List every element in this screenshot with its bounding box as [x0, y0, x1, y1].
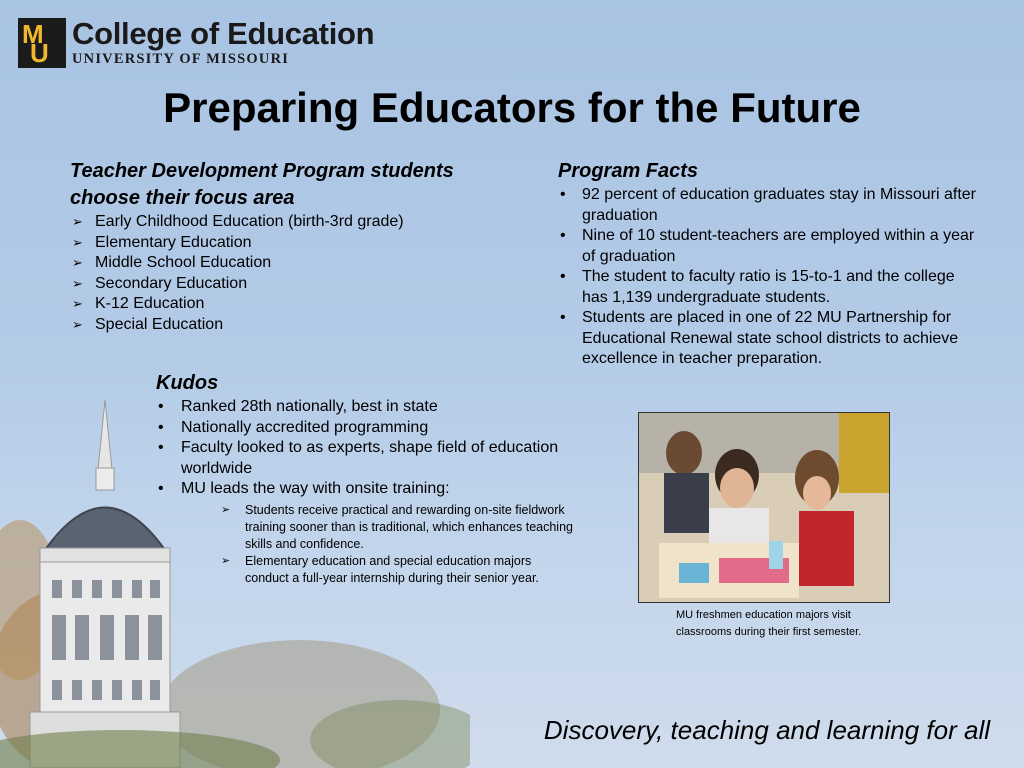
bullet-icon: • [560, 268, 566, 285]
list-item: • Students are placed in one of 22 MU Partnership for Educational Renewal state school districts to achieve excellence in teacher preparation. [560, 309, 959, 367]
logo-subtitle: UNIVERSITY OF MISSOURI [72, 51, 290, 67]
arrow-bullet-icon: ➢ [72, 214, 83, 229]
bullet-icon: • [158, 398, 164, 415]
list-item: • Ranked 28th nationally, best in state [156, 397, 576, 418]
bullet-icon: • [158, 480, 164, 497]
list-item: ➢ Special Education [70, 315, 520, 336]
list-item: • MU leads the way with onsite training: ➢ Students receive practical and rewarding on-site fieldwork training sooner than is traditional, which enhances teaching skills and confidence. ➢ Elementary education and special education majors conduct a full-year internship during their senior year. [156, 479, 576, 587]
logo-title: College of Education [72, 16, 375, 51]
list-item: • The student to faculty ratio is 15-to-1 and the college has 1,139 undergraduate students. [560, 268, 955, 306]
facts-heading: Program Facts [558, 160, 699, 182]
arrow-bullet-icon: ➢ [72, 275, 83, 291]
facts-list [558, 185, 978, 370]
slide-title: Preparing Educators for the Future [163, 84, 861, 131]
arrow-bullet-icon: ➢ [72, 316, 83, 332]
list-item: ➢ Middle School Education [70, 253, 520, 274]
list-item: • Nationally accredited programming [156, 418, 576, 439]
kudos-list [156, 397, 576, 587]
list-item: ➢ Secondary Education [70, 274, 520, 295]
bullet-icon: • [560, 186, 566, 203]
kudos-section [156, 370, 576, 587]
list-item: ➢ Elementary Education [70, 233, 520, 254]
list-item: • Faculty looked to as experts, shape field of education worldwide [158, 439, 559, 477]
list-item: ➢ Early Childhood Education (birth-3rd grade) [70, 212, 520, 233]
photo-caption: MU freshmen education majors visit classrooms during their first semester. [676, 609, 862, 638]
arrow-bullet-icon: ➢ [72, 234, 83, 250]
arrow-bullet-icon: ➢ [221, 554, 231, 567]
focus-area-section [70, 158, 520, 335]
focus-heading: Teacher Development Program students choose their focus area [70, 160, 454, 209]
classroom-photo [638, 412, 890, 603]
college-logo [18, 18, 374, 68]
focus-list [70, 212, 520, 335]
program-facts-section [558, 158, 978, 370]
tagline: Discovery, teaching and learning for all [543, 715, 990, 745]
bullet-icon: • [158, 418, 164, 436]
kudos-heading: Kudos [156, 372, 219, 394]
arrow-bullet-icon: ➢ [72, 255, 83, 270]
bullet-icon: • [560, 227, 566, 244]
list-item: ➢ Elementary education and special education majors conduct a full-year internship during their senior year. [221, 553, 539, 585]
kudos-sublist [181, 502, 576, 587]
list-item: ➢ K-12 Education [70, 294, 520, 315]
bullet-icon: • [158, 439, 164, 456]
arrow-bullet-icon: ➢ [221, 503, 231, 516]
list-item: • Nine of 10 student-teachers are employed within a year of graduation [560, 227, 975, 265]
arrow-bullet-icon: ➢ [72, 296, 83, 311]
list-item: ➢ Students receive practical and rewarding on-site fieldwork training sooner than is traditional, which enhances teaching skills and confidence. [221, 502, 573, 551]
list-item: • 92 percent of education graduates stay in Missouri after graduation [560, 186, 976, 224]
bullet-icon: • [560, 309, 566, 326]
mu-logo-mark: M U [18, 18, 66, 68]
